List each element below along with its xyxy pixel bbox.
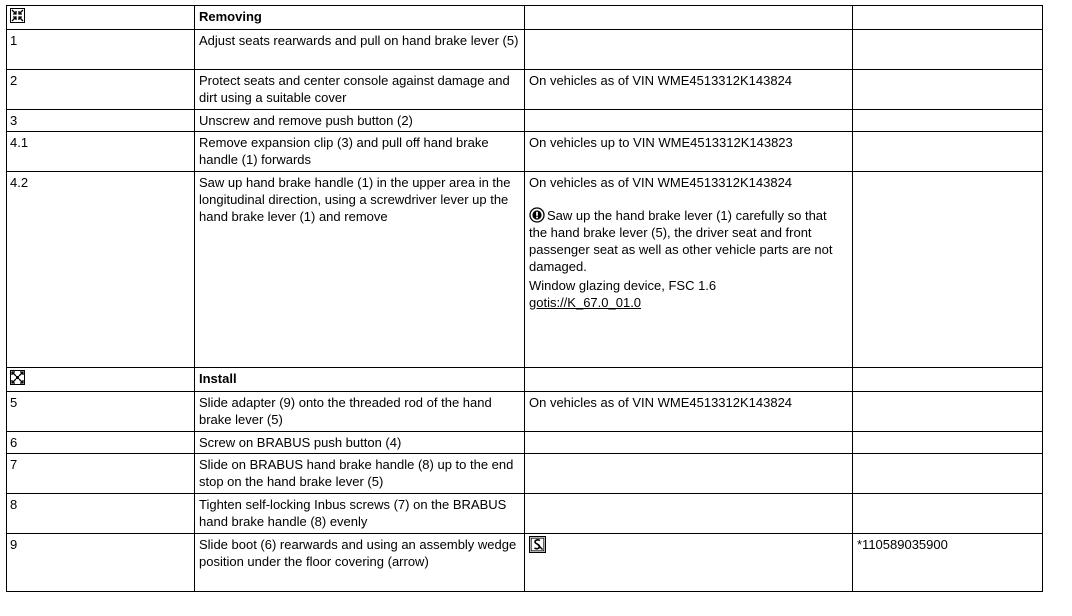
empty-cell xyxy=(525,368,853,392)
step-text: Unscrew and remove push button (2) xyxy=(195,110,525,132)
section-header-install xyxy=(7,368,1043,392)
step-text: Remove expansion clip (3) and pull off hand brake handle (1) forwards xyxy=(195,132,525,172)
step-note xyxy=(525,494,853,534)
step-part xyxy=(853,454,1043,494)
table-row xyxy=(7,392,1043,432)
removing-icon-cell xyxy=(7,6,195,30)
removal-symbol-icon xyxy=(10,8,25,23)
table-row xyxy=(7,494,1043,534)
step-part xyxy=(853,494,1043,534)
step-text: Slide adapter (9) onto the threaded rod of the hand brake lever (5) xyxy=(195,392,525,432)
step-note: On vehicles as of VIN WME4513312K143824 xyxy=(525,70,853,110)
step-note-cell xyxy=(525,172,853,368)
step-text: Tighten self-locking Inbus screws (7) on the BRABUS hand brake handle (8) evenly xyxy=(195,494,525,534)
section-title-install xyxy=(195,368,525,392)
step-note xyxy=(525,432,853,454)
step-note: On vehicles as of VIN WME4513312K143824 xyxy=(525,392,853,432)
step-text: Screw on BRABUS push button (4) xyxy=(195,432,525,454)
step-number: 3 xyxy=(7,110,195,132)
step-note xyxy=(525,454,853,494)
step-number: 4.2 xyxy=(7,172,195,368)
device-text: Window glazing device, FSC 1.6 xyxy=(529,278,717,293)
caution-icon xyxy=(529,207,545,223)
step-part xyxy=(853,132,1043,172)
step-text: Slide boot (6) rearwards and using an assembly wedge position under the floor covering (arrow) xyxy=(195,534,525,592)
step-part xyxy=(853,392,1043,432)
step-part xyxy=(853,432,1043,454)
step-note xyxy=(525,30,853,70)
install-title: Install xyxy=(199,371,237,386)
table-row xyxy=(7,110,1043,132)
section-title-removing xyxy=(195,6,525,30)
warning-block xyxy=(529,207,848,275)
special-tool-icon[interactable] xyxy=(529,536,546,553)
step-number: 7 xyxy=(7,454,195,494)
table-row xyxy=(7,454,1043,494)
step-number: 8 xyxy=(7,494,195,534)
step-note: On vehicles as of VIN WME4513312K143824 xyxy=(529,175,793,190)
step-part xyxy=(853,172,1043,368)
step-note: On vehicles up to VIN WME4513312K143823 xyxy=(525,132,853,172)
step-note xyxy=(525,110,853,132)
table-row xyxy=(7,132,1043,172)
gotis-link[interactable]: gotis://K_67.0_01.0 xyxy=(529,295,642,310)
step-number: 5 xyxy=(7,392,195,432)
table-row xyxy=(7,534,1043,592)
removing-title: Removing xyxy=(199,9,262,24)
step-text: Protect seats and center console against damage and dirt using a suitable cover xyxy=(195,70,525,110)
step-number: 9 xyxy=(7,534,195,592)
step-part: *110589035900 xyxy=(853,534,1043,592)
step-number: 1 xyxy=(7,30,195,70)
table-row xyxy=(7,70,1043,110)
step-text: Slide on BRABUS hand brake handle (8) up to the end stop on the hand brake lever (5) xyxy=(195,454,525,494)
table-row xyxy=(7,30,1043,70)
spacer xyxy=(529,191,848,207)
step-part xyxy=(853,110,1043,132)
empty-cell xyxy=(525,6,853,30)
installation-symbol-icon xyxy=(10,370,25,385)
install-icon-cell xyxy=(7,368,195,392)
warning-text: Saw up the hand brake lever (1) carefully so that the hand brake lever (5), the driver seat and front passenger seat as well as other vehicle parts are not damaged. xyxy=(529,208,833,274)
step-part xyxy=(853,70,1043,110)
step-number: 4.1 xyxy=(7,132,195,172)
step-text: Saw up hand brake handle (1) in the upper area in the longitudinal direction, using a screwdriver lever up the hand brake lever (1) and remove xyxy=(195,172,525,368)
empty-cell xyxy=(853,6,1043,30)
step-number: 2 xyxy=(7,70,195,110)
step-tool-cell xyxy=(525,534,853,592)
section-header-removing xyxy=(7,6,1043,30)
table-row xyxy=(7,172,1043,368)
empty-cell xyxy=(853,368,1043,392)
step-number: 6 xyxy=(7,432,195,454)
step-text: Adjust seats rearwards and pull on hand brake lever (5) xyxy=(195,30,525,70)
procedure-table xyxy=(6,5,1043,592)
step-part xyxy=(853,30,1043,70)
table-row xyxy=(7,432,1043,454)
